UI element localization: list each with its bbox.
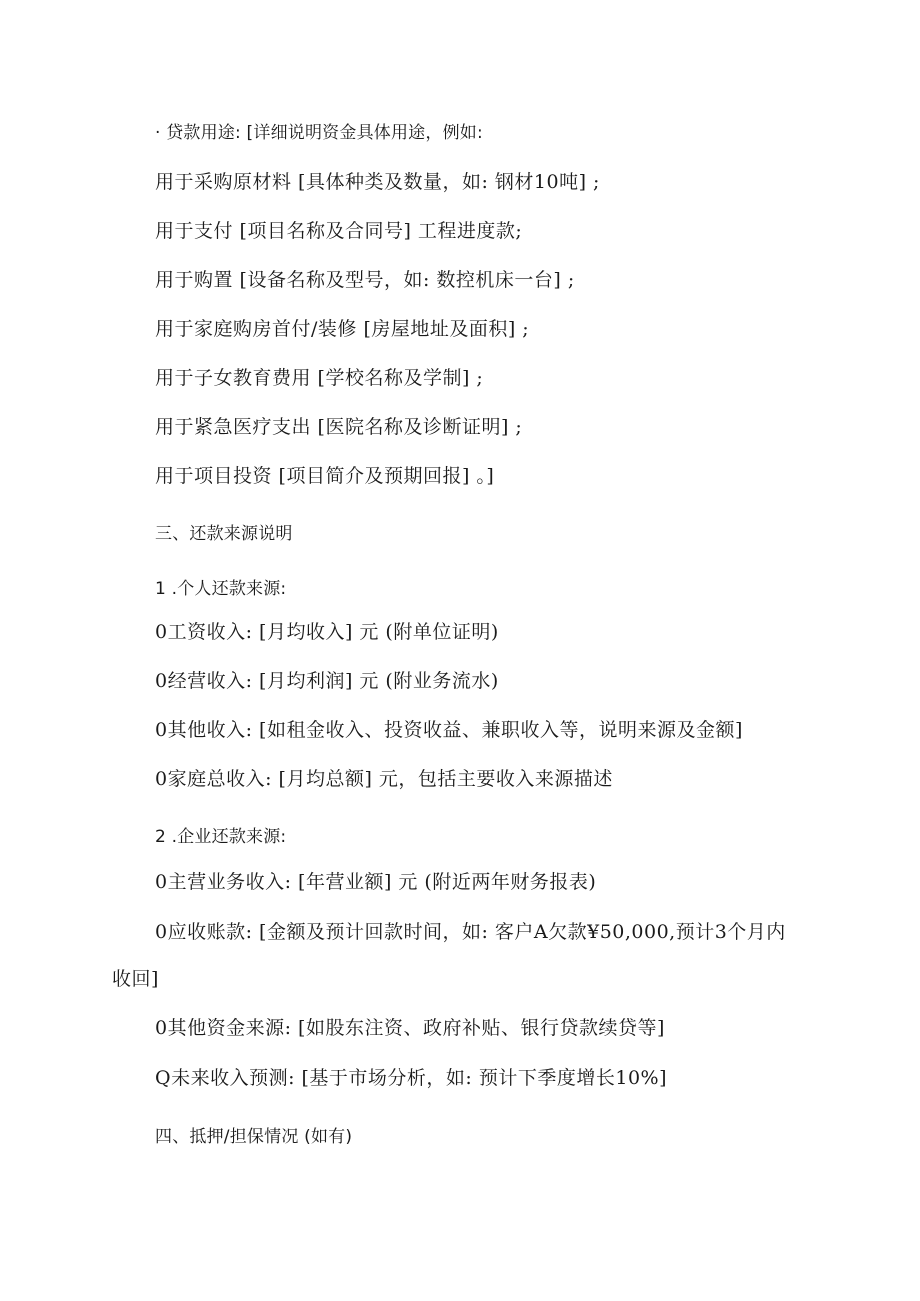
enterprise-receivables-continued: 收回]: [112, 968, 159, 990]
section-4-heading: 四、抵押/担保情况 (如有): [155, 1127, 353, 1147]
personal-income-salary: 0工资收入: [月均收入] 元 (附单位证明): [155, 621, 499, 643]
personal-income-other: 0其他收入: [如租金收入、投资收益、兼职收入等，说明来源及金额]: [155, 719, 743, 741]
section-3-heading: 三、还款来源说明: [155, 524, 293, 544]
loan-purpose-intro: · 贷款用途: [详细说明资金具体用途，例如:: [155, 123, 483, 143]
loan-purpose-item-home: 用于家庭购房首付/装修 [房屋地址及面积] ;: [155, 318, 530, 340]
enterprise-income-forecast: Q未来收入预测: [基于市场分析，如: 预计下季度增长10%]: [155, 1067, 668, 1089]
enterprise-receivables: 0应收账款: [金额及预计回款时间，如: 客户A欠款¥50,000,预计3个月内: [155, 921, 786, 943]
loan-purpose-item-medical: 用于紧急医疗支出 [医院名称及诊断证明] ;: [155, 416, 523, 438]
loan-purpose-item-investment: 用于项目投资 [项目简介及预期回报] 。]: [155, 465, 495, 487]
personal-repayment-heading: 1 .个人还款来源:: [155, 579, 287, 599]
loan-purpose-item-equipment: 用于购置 [设备名称及型号，如: 数控机床一台] ;: [155, 269, 575, 291]
loan-purpose-item-project-payment: 用于支付 [项目名称及合同号] 工程进度款;: [155, 220, 523, 242]
loan-purpose-item-education: 用于子女教育费用 [学校名称及学制] ;: [155, 367, 484, 389]
enterprise-other-funds: 0其他资金来源: [如股东注资、政府补贴、银行贷款续贷等]: [155, 1017, 665, 1039]
personal-income-household: 0家庭总收入: [月均总额] 元，包括主要收入来源描述: [155, 768, 613, 790]
personal-income-business: 0经营收入: [月均利润] 元 (附业务流水): [155, 670, 499, 692]
enterprise-main-revenue: 0主营业务收入: [年营业额] 元 (附近两年财务报表): [155, 871, 597, 893]
enterprise-repayment-heading: 2 .企业还款来源:: [155, 827, 287, 847]
loan-purpose-item-raw-materials: 用于采购原材料 [具体种类及数量，如: 钢材10吨] ;: [155, 171, 600, 193]
